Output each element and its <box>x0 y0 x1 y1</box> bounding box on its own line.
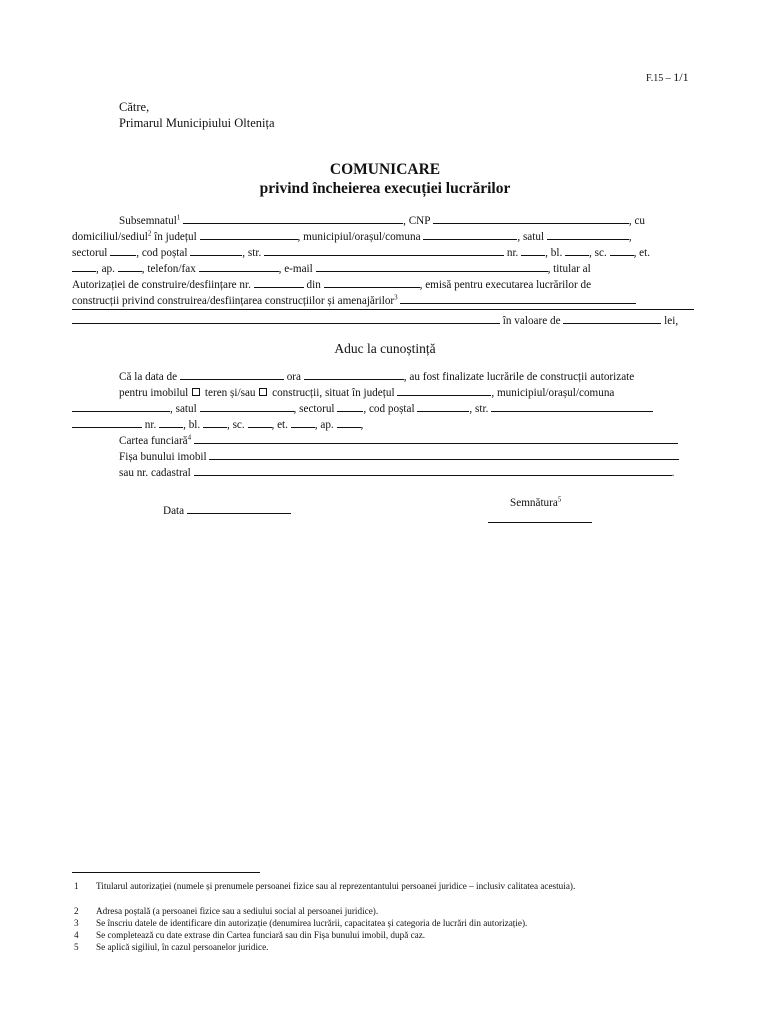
recipient-line-1: Către, <box>119 100 150 114</box>
label-au-fost: , au fost finalizate lucrările de construcții autorizate <box>403 371 635 383</box>
cartea-funciara-field[interactable] <box>194 432 678 444</box>
footnote-ref-3: 3 <box>394 293 398 302</box>
label-str-2: , str. <box>469 403 489 415</box>
label-cu: , cu <box>628 215 646 227</box>
footnote-ref-1: 1 <box>176 213 181 222</box>
label-teren: teren și/sau <box>204 387 256 399</box>
footnote-ref-5: 5 <box>557 495 562 504</box>
section-heading: Aduc la cunoștință <box>334 341 436 356</box>
sc-field[interactable] <box>610 244 634 256</box>
footnote-2-num: 2 <box>74 906 79 916</box>
imobil-sc-field[interactable] <box>248 416 272 428</box>
semnatura-label <box>510 496 561 512</box>
label-bl-2: , bl. <box>183 419 201 431</box>
label-municipiul: , municipiul/orașul/comuna <box>297 231 421 243</box>
nr-field[interactable] <box>521 244 545 256</box>
label-et: , et. <box>633 247 651 259</box>
label-cod-postal-2: , cod poștal <box>363 403 415 415</box>
label-nr-2: nr. <box>144 419 157 431</box>
body-line-6 <box>72 292 636 310</box>
label-et-2: , et. <box>271 419 288 431</box>
form-code <box>646 70 689 85</box>
bl-field[interactable] <box>565 244 589 256</box>
footnote-3-num: 3 <box>74 918 79 928</box>
label-situat: construcții, situat în județul <box>272 387 395 399</box>
label-in-valoare: în valoare de <box>502 315 561 327</box>
footnote-1 <box>74 881 686 905</box>
imobil-bl-field[interactable] <box>203 416 227 428</box>
constructii-checkbox[interactable] <box>259 388 267 396</box>
judet-field[interactable] <box>200 228 298 240</box>
imobil-cod-postal-field[interactable] <box>417 400 469 412</box>
imobil-sector-field[interactable] <box>337 400 363 412</box>
label-sectorul: sectorul <box>72 247 108 259</box>
municipiu-field[interactable] <box>423 228 517 240</box>
label-fisa-bunului: Fișa bunului imobil <box>119 451 207 463</box>
imobil-judet-field[interactable] <box>397 384 491 396</box>
imobil-strada-field[interactable] <box>491 400 653 412</box>
label-bl: , bl. <box>545 247 563 259</box>
label-ca-la-data: Că la data de <box>119 371 178 383</box>
cnp-field[interactable] <box>433 212 629 224</box>
valoare-field[interactable] <box>563 312 661 324</box>
imobil-ap-field[interactable] <box>337 416 361 428</box>
finalizare-ora-field[interactable] <box>304 368 404 380</box>
label-constructii: construcții privind construirea/desființarea construcțiilor și amenajărilor <box>72 295 395 307</box>
label-titular: , titular al <box>547 263 591 275</box>
label-telefon: , telefon/fax <box>141 263 196 275</box>
period: . <box>671 467 675 479</box>
footnote-ref-2: 2 <box>147 229 152 238</box>
form-code-prefix: F.15 – <box>646 73 674 84</box>
footnote-1-num: 1 <box>74 881 79 891</box>
label-ora: ora <box>286 371 301 383</box>
label-satul-2: , satul <box>170 403 197 415</box>
document-subtitle: privind încheierea execuției lucrărilor <box>259 180 511 197</box>
label-satul: , satul <box>517 231 545 243</box>
label-cnp: , CNP <box>403 215 431 227</box>
lucrari-field-3[interactable] <box>72 312 500 324</box>
finalizare-data-field[interactable] <box>180 368 284 380</box>
notice-line-7 <box>119 464 674 482</box>
label-lei: lei, <box>664 315 679 327</box>
label-municipiul-2: , municipiul/orașul/comuna <box>491 387 615 399</box>
label-pentru-imobilul: pentru imobilul <box>119 387 189 399</box>
label-sectorul-2: , sectorul <box>293 403 335 415</box>
document-title: COMUNICARE <box>329 161 441 178</box>
strada-field[interactable] <box>264 244 504 256</box>
label-subsemnatul: Subsemnatul <box>119 215 177 227</box>
teren-checkbox[interactable] <box>192 388 200 396</box>
footnote-divider <box>72 872 260 873</box>
label-judetul: în județul <box>154 231 197 243</box>
semnatura-field[interactable] <box>488 522 592 523</box>
label-str: , str. <box>242 247 262 259</box>
label-nr: nr. <box>506 247 519 259</box>
footnote-4 <box>74 930 686 942</box>
label-ap: , ap. <box>96 263 115 275</box>
label-cartea-funciara: Cartea funciară <box>119 435 188 447</box>
footnote-2 <box>74 906 686 918</box>
footnote-3 <box>74 918 686 930</box>
label-ap-2: , ap. <box>314 419 334 431</box>
end-comma: , <box>360 419 364 431</box>
name-field[interactable] <box>183 212 403 224</box>
comma: , <box>628 231 632 243</box>
imobil-nr-field[interactable] <box>159 416 183 428</box>
sat-field[interactable] <box>547 228 629 240</box>
form-page: 1/1 <box>673 70 689 84</box>
data-field[interactable] <box>187 502 291 514</box>
email-field[interactable] <box>316 260 548 272</box>
label-email: , e-mail <box>278 263 313 275</box>
autorizatie-data-field[interactable] <box>324 276 420 288</box>
imobil-strada-field-2[interactable] <box>72 416 142 428</box>
footnote-2-text: Adresa poștală (a persoanei fizice sau a sediului social al persoanei juridice). <box>96 906 379 916</box>
telefon-field[interactable] <box>199 260 279 272</box>
label-sc-2: , sc. <box>226 419 245 431</box>
footnote-4-num: 4 <box>74 930 79 940</box>
footnote-4-text: Se completează cu date extrase din Cartea funciară sau din Fișa bunului imobil, după caz. <box>96 930 426 940</box>
sector-field[interactable] <box>110 244 136 256</box>
ap-field[interactable] <box>118 260 142 272</box>
body-line-8 <box>72 312 678 330</box>
label-data: Data <box>163 505 185 517</box>
imobil-et-field[interactable] <box>291 416 315 428</box>
footnote-3-text: Se înscriu datele de identificare din autorizație (denumirea lucrării, capacitatea și categoria de lucrări din autorizație). <box>96 918 528 928</box>
et-field[interactable] <box>72 260 96 272</box>
label-cod-postal: , cod poștal <box>136 247 188 259</box>
imobil-municipiu-field[interactable] <box>72 400 170 412</box>
fisa-bunului-field[interactable] <box>209 448 679 460</box>
footnote-1-text: Titularul autorizației (numele și prenumele persoanei fizice sau al reprezentantului persoanei juridice – inclusiv calitatea acestuia). <box>96 881 576 891</box>
label-domiciliul: domiciliul/sediul <box>72 231 148 243</box>
label-emisa: , emisă pentru executarea lucrărilor de <box>419 279 592 291</box>
imobil-sat-field[interactable] <box>200 400 294 412</box>
nr-cadastral-field[interactable] <box>194 464 672 476</box>
footnote-5-text: Se aplică sigiliul, în cazul persoanelor juridice. <box>96 942 269 952</box>
label-sc: , sc. <box>589 247 607 259</box>
label-semnatura: Semnătura <box>510 497 558 509</box>
recipient-line-2: Primarul Municipiului Oltenița <box>119 116 275 130</box>
footnote-5-num: 5 <box>74 942 79 952</box>
footnote-5 <box>74 942 686 954</box>
autorizatie-nr-field[interactable] <box>254 276 304 288</box>
lucrari-field-2[interactable] <box>72 309 694 310</box>
label-din: din <box>306 279 321 291</box>
cod-postal-field[interactable] <box>190 244 242 256</box>
lucrari-field-1[interactable] <box>400 292 636 304</box>
data-line <box>163 502 291 520</box>
footnote-ref-4: 4 <box>187 433 192 442</box>
label-nr-cadastral: sau nr. cadastral <box>119 467 191 479</box>
label-autorizatiei: Autorizației de construire/desființare nr. <box>72 279 251 291</box>
